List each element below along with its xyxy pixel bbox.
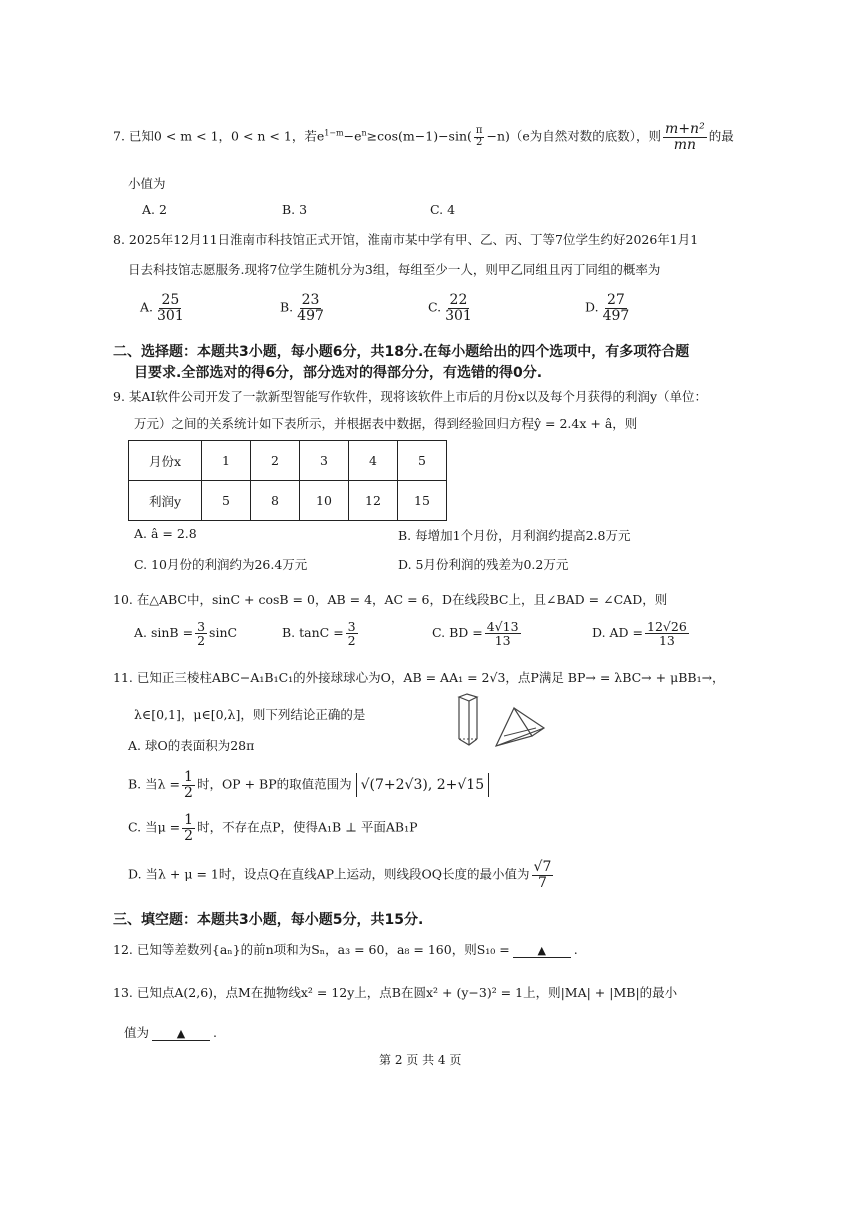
table-cell: 4 [349, 441, 398, 481]
q9-option-a: A. â = 2.8 [134, 526, 197, 541]
question-13-line1: 13. 已知点A(2,6)，点M在抛物线x² = 12y上，点B在圆x² + (y−3)² = 1上，则|MA| + |MB|的最小 [113, 985, 678, 1000]
question-7-stem: 7. 已知0 < m < 1，0 < n < 1，若$e^{1-m}-e^n\ge\cos(m-1)-\sin$( $\frac{\pi}{2}$ −n)（e为自然对数的底数），则 $\frac{\text{m+n²}}{mn}$ 的最 [113, 121, 734, 153]
table-cell: 10 [300, 481, 349, 521]
q8-option-d: D. $\frac{27}{497}$ [585, 292, 630, 324]
question-11-line1: 11. 已知正三棱柱ABC−A₁B₁C₁的外接球球心为O，AB = AA₁ = 2√3，点P满足 BP→ = λBC→ + μBB₁→， [113, 670, 725, 685]
q9-option-b: B. 每增加1个月份，月利润约提高2.8万元 [398, 528, 631, 543]
question-13-line2: 值为 ▲ . [124, 1025, 217, 1040]
q8-option-b: B. $\frac{23}{497}$ [280, 292, 324, 324]
q11-option-c: C. 当μ = $\frac{1}{2}$ 时，不存在点P，使得A₁B ⊥ 平面AB₁P [128, 812, 418, 844]
data-table [128, 440, 447, 521]
q7-option-a: A. 2 [142, 202, 167, 217]
table-cell: 1 [202, 441, 251, 481]
q9-option-d: D. 5月份利润的残差为0.2万元 [398, 557, 569, 572]
q9-option-c: C. 10月份的利润约为26.4万元 [134, 557, 308, 572]
question-9-line1: 9. 某AI软件公司开发了一款新型智能写作软件，现将该软件上市后的月份x以及每个月获得的利润y（单位： [113, 389, 708, 404]
q11-option-d: D. 当λ + μ = 1时，设点Q在直线AP上运动，则线段OQ长度的最小值为 $\frac{√7}{7}$ [128, 859, 552, 891]
table-cell: 8 [251, 481, 300, 521]
table-cell: 5 [398, 441, 447, 481]
table-cell: 2 [251, 441, 300, 481]
q7-option-c: C. 4 [430, 202, 456, 217]
pyramid-sketch-icon [492, 706, 552, 752]
q8-option-c: C. $\frac{22}{301}$ [428, 292, 472, 324]
table-row [129, 481, 447, 521]
q10-option-d: D. AD = $\frac{12√26}{13}$ [592, 619, 687, 649]
question-number: 7. [113, 128, 125, 144]
question-8-line2: 日去科技馆志愿服务.现将7位学生随机分为3组，每组至少一人，则甲乙同组且丙丁同组的概率为 [128, 262, 661, 277]
table-cell: 5 [202, 481, 251, 521]
table-header-profit: 利润y [129, 481, 202, 521]
table-cell: 12 [349, 481, 398, 521]
table-row [129, 441, 447, 481]
question-10-line1: 10. 在△ABC中，sinC + cosB = 0，AB = 4，AC = 6，D在线段BC上，且∠BAD = ∠CAD，则 [113, 592, 668, 607]
answer-blank: ▲ [513, 942, 571, 958]
question-11-line2: λ∈[0,1]，μ∈[0,λ]，则下列结论正确的是 [134, 707, 366, 722]
range-bracket: √(7+2√3), 2+√15 [356, 773, 490, 797]
question-9-line2: 万元）之间的关系统计如下表所示，并根据表中数据，得到经验回归方程ŷ = 2.4x + â，则 [134, 416, 638, 431]
q11-option-a: A. 球O的表面积为28π [128, 738, 255, 753]
q10-option-b: B. tanC = $\frac{3}{2}$ [282, 619, 356, 649]
table-cell: 3 [300, 441, 349, 481]
q8-option-a: A. $\frac{25}{301}$ [140, 292, 184, 324]
prism-sketch-icon [455, 693, 485, 748]
q7-option-b: B. 3 [282, 202, 308, 217]
table-cell: 15 [398, 481, 447, 521]
table-header-month: 月份x [129, 441, 202, 481]
q10-option-a: A. sinB = $\frac{3}{2}$ sinC [134, 619, 238, 649]
question-7-line2: 小值为 [128, 176, 166, 191]
question-8-line1: 8. 2025年12月11日淮南市科技馆正式开馆，淮南市某中学有甲、乙、丙、丁等7位学生约好2026年1月1 [113, 232, 699, 247]
answer-blank: ▲ [152, 1025, 210, 1041]
q11-option-b: B. 当λ = $\frac{1}{2}$ 时，OP + BP的取值范围为 √(7+2√3), 2+√15 [128, 770, 489, 800]
section-3-heading: 三、填空题：本题共3小题，每小题5分，共15分. [113, 912, 424, 928]
section-2-heading-line2: 目要求.全部选对的得6分，部分选对的得部分分，有选错的得0分. [134, 365, 543, 381]
q10-option-c: C. BD = $\frac{4√13}{13}$ [432, 619, 519, 649]
question-12: 12. 已知等差数列{aₙ}的前n项和为Sₙ，a₃ = 60，a₈ = 160，则S₁₀ = ▲ . [113, 942, 578, 957]
section-2-heading-line1: 二、选择题：本题共3小题，每小题6分，共18分.在每小题给出的四个选项中，有多项符合题 [113, 344, 690, 360]
page-number-footer: 第 2 页 共 4 页 [379, 1053, 462, 1067]
